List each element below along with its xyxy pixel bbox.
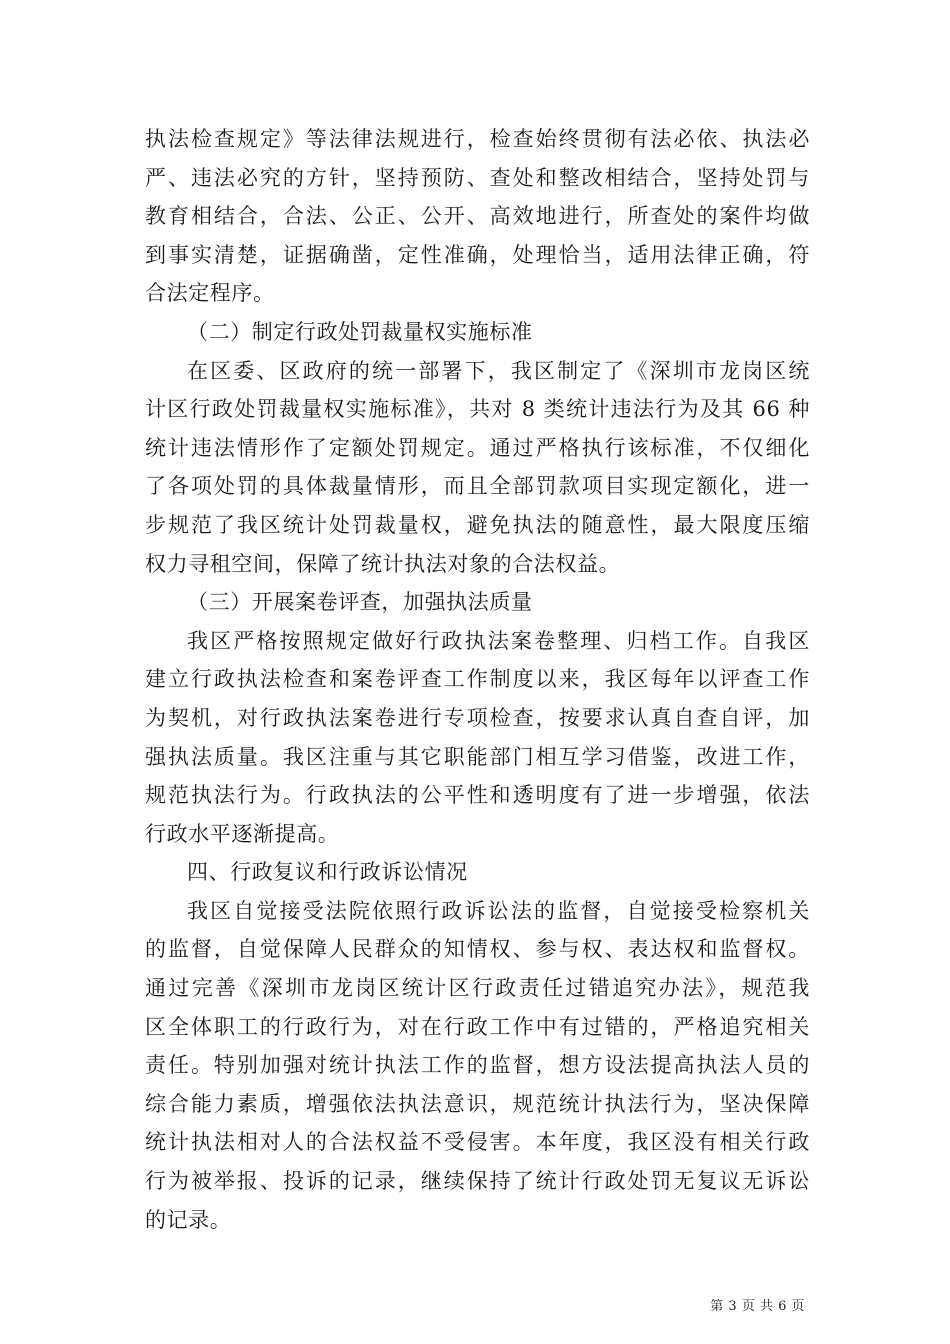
- text-line: 合法定程序。: [145, 281, 275, 306]
- text-line: 我区自觉接受法院依照行政诉讼法的监督，自觉接受检察机关: [187, 898, 810, 923]
- document-body: [145, 120, 810, 1239]
- text-line: 在区委、区政府的统一部署下，我区制定了《深圳市龙岗区统: [187, 358, 810, 383]
- text-line: 统计违法情形作了定额处罚规定。通过严格执行该标准，不仅细化: [145, 435, 810, 460]
- text-line: 到事实清楚，证据确凿，定性准确，处理恰当，适用法律正确，符: [145, 242, 810, 267]
- text-line: 执法检查规定》等法律法规进行，检查始终贯彻有法必依、执法必: [145, 127, 810, 151]
- text-line: 建立行政执法检查和案卷评查工作制度以来，我区每年以评查工作: [145, 667, 810, 692]
- text-line: 计区行政处罚裁量权实施标准》，共对 8 类统计违法行为及其 66 种: [145, 397, 810, 422]
- text-line: 权力寻租空间，保障了统计执法对象的合法权益。: [145, 551, 621, 576]
- text-line: 严、违法必究的方针，坚持预防、查处和整改相结合，坚持处罚与: [145, 165, 810, 190]
- text-line: 责任。特别加强对统计执法工作的监督，想方设法提高执法人员的: [145, 1053, 810, 1078]
- text-line: 教育相结合，合法、公正、公开、高效地进行，所查处的案件均做: [145, 204, 810, 229]
- text-line: 我区严格按照规定做好行政执法案卷整理、归档工作。自我区: [187, 628, 810, 653]
- text-line: 四、行政复议和行政诉讼情况: [187, 860, 468, 885]
- text-line: 统计执法相对人的合法权益不受侵害。本年度，我区没有相关行政: [145, 1130, 810, 1155]
- page-number: 第 3 页 共 6 页: [710, 1299, 805, 1314]
- text-line: 行为被举报、投诉的记录，继续保持了统计行政处罚无复议无诉讼: [145, 1169, 810, 1194]
- text-line: 的监督，自觉保障人民群众的知情权、参与权、表达权和监督权。: [145, 937, 810, 962]
- text-line: 区全体职工的行政行为，对在行政工作中有过错的，严格追究相关: [145, 1014, 810, 1039]
- text-line: 强执法质量。我区注重与其它职能部门相互学习借鉴，改进工作，: [145, 744, 810, 769]
- text-line: （二）制定行政处罚裁量权实施标准: [187, 319, 533, 344]
- text-line: 的记录。: [145, 1207, 232, 1232]
- text-line: 综合能力素质，增强依法执法意识，规范统计执法行为，坚决保障: [145, 1091, 810, 1116]
- text-line: （三）开展案卷评查，加强执法质量: [187, 590, 533, 615]
- text-line: 行政水平逐渐提高。: [145, 821, 340, 846]
- text-line: 为契机，对行政执法案卷进行专项检查，按要求认真自查自评，加: [145, 705, 810, 730]
- text-line: 了各项处罚的具体裁量情形，而且全部罚款项目实现定额化，进一: [145, 474, 810, 499]
- text-line: 通过完善《深圳市龙岗区统计区行政责任过错追究办法》，规范我: [145, 976, 810, 1001]
- text-line: 规范执法行为。行政执法的公平性和透明度有了进一步增强，依法: [145, 783, 810, 808]
- text-line: 步规范了我区统计处罚裁量权，避免执法的随意性，最大限度压缩: [145, 512, 810, 537]
